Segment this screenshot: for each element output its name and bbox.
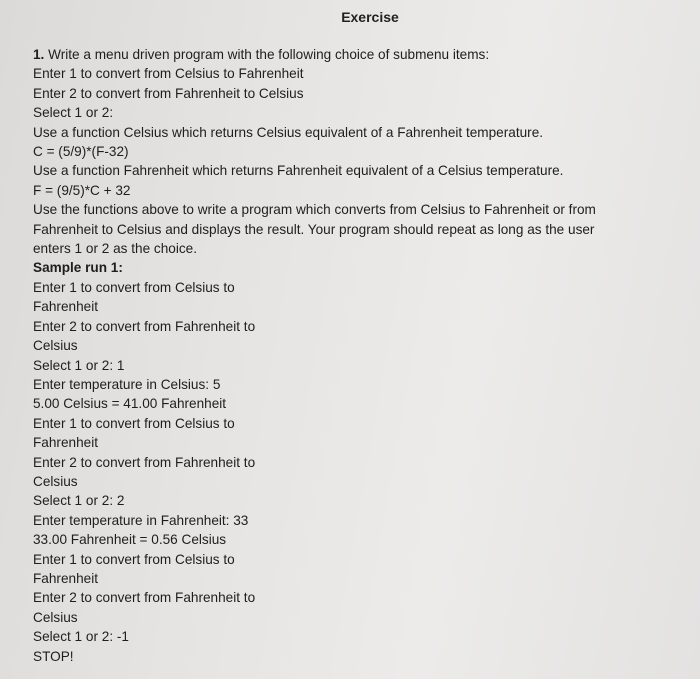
question-number: 1.: [33, 47, 45, 62]
sample-run-line: Celsius: [33, 338, 78, 354]
celsius-function-description: Use a function Celsius which returns Celsius equivalent of a Fahrenheit temperature.: [33, 124, 544, 140]
celsius-formula: C = (5/9)*(F-32): [33, 144, 129, 160]
sample-run-line: Enter 2 to convert from Fahrenheit to: [33, 590, 256, 606]
sample-run-line: Enter 1 to convert from Celsius to: [33, 551, 235, 567]
sample-run-line: Celsius: [33, 609, 78, 625]
sample-run-line: STOP!: [33, 648, 74, 664]
sample-run-line: Fahrenheit: [33, 435, 98, 451]
sample-run-line: Fahrenheit: [33, 299, 98, 315]
task-line: enters 1 or 2 as the choice.: [33, 241, 197, 257]
sample-run-heading: Sample run 1:: [33, 260, 123, 276]
fahrenheit-function-description: Use a function Fahrenheit which returns Fahrenheit equivalent of a Celsius temperature.: [33, 163, 564, 179]
exercise-body: [33, 45, 683, 666]
sample-run-line: Enter 2 to convert from Fahrenheit to: [33, 318, 256, 334]
menu-prompt: Select 1 or 2:: [33, 105, 114, 121]
sample-run-line: Enter temperature in Fahrenheit: 33: [33, 512, 249, 528]
sample-run-line: 5.00 Celsius = 41.00 Fahrenheit: [33, 396, 227, 412]
menu-option-2: Enter 2 to convert from Fahrenheit to Celsius: [33, 85, 304, 101]
page-title: Exercise: [341, 9, 399, 25]
sample-run-line: Enter 2 to convert from Fahrenheit to: [33, 454, 256, 470]
sample-run-line: Enter 1 to convert from Celsius to: [33, 415, 235, 431]
sample-run-line: 33.00 Fahrenheit = 0.56 Celsius: [33, 532, 227, 548]
menu-option-1: Enter 1 to convert from Celsius to Fahrenheit: [33, 66, 304, 82]
sample-run-line: Enter temperature in Celsius: 5: [33, 376, 221, 392]
sample-run-line: Enter 1 to convert from Celsius to: [33, 279, 235, 295]
question-intro-text: Write a menu driven program with the following choice of submenu items:: [48, 47, 490, 62]
task-line: Use the functions above to write a program which converts from Celsius to Fahrenheit or from: [33, 202, 596, 218]
sample-run-line: Select 1 or 2: 1: [33, 357, 125, 373]
sample-run-line: Fahrenheit: [33, 570, 98, 586]
question-intro: [33, 45, 683, 64]
sample-run-line: Select 1 or 2: -1: [33, 629, 129, 645]
fahrenheit-formula: F = (9/5)*C + 32: [33, 182, 131, 198]
sample-run-line: Select 1 or 2: 2: [33, 493, 125, 509]
task-line: Fahrenheit to Celsius and displays the result. Your program should repeat as long as the user: [33, 221, 595, 237]
sample-run-line: Celsius: [33, 473, 78, 489]
